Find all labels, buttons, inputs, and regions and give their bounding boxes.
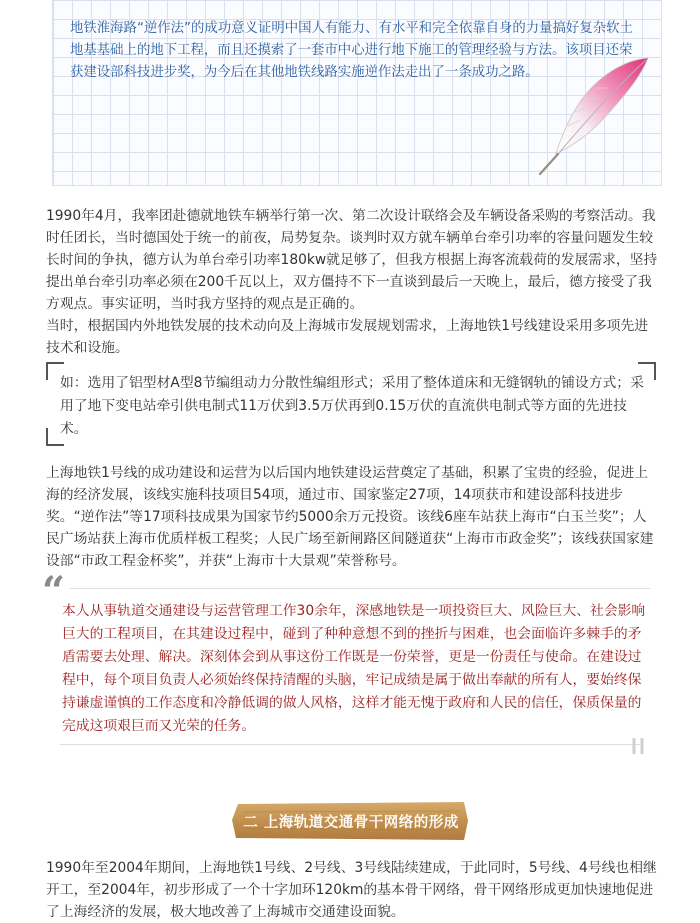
paragraph-network-formation: 1990年至2004年期间，上海地铁1号线、2号线、3号线陆续建成，于此同时，5号线、4号线也相继开工，至2004年，初步形成了一个十字加环120km的基本骨干网络，骨干网络形成更加快速地促进了上海经济的发展，极大地改善了上海城市交通建设面貌。	[46, 860, 657, 920]
divider-bottom	[60, 744, 640, 745]
red-quote-text: 本人从事轨道交通建设与运营管理工作30余年，深感地铁是一项投资巨大、风险巨大、社会影响巨大的工程项目，在其建设过程中，碰到了种种意想不到的挫折与困难，也会面临许多棘手的矛盾需要去处理、解决。深刻体会到从事这份工作既是一份荣誉，更是一份责任与使命。在建设过程中，每个项目负责人必须始终保持清醒的头脑，牢记成绩是属于做出奉献的所有人，要始终保持谦虚谨慎的工作态度和冷静低调的做人风格，这样才能无愧于政府和人民的信任，保质保量的完成这项艰巨而又光荣的任务。	[62, 603, 646, 734]
paragraph-technology: 当时，根据国内外地铁发展的技术动向及上海城市发展规划需求，上海地铁1号线建设采用多项先进技术和设施。	[46, 318, 649, 356]
bracket-bottom-right-icon	[630, 736, 656, 758]
paragraph-germany-trip: 1990年4月，我率团赴德就地铁车辆举行第一次、第二次设计联络会及车辆设备采购的考察活动。我时任团长，当时德国处于统一的前夜，局势复杂。谈判时双方就车辆单台牵引功率的容量问题发生较长时间的争执，德方认为单台牵引功率180kw就足够了，但我方根据上海客流载荷的发展需求，坚持提出单台牵引功率必须在200千瓦以上，双方僵持不下一直谈到最后一天晚上，最后，德方接受了我方观点。事实证明，当时我方坚持的观点是正确的。	[46, 208, 658, 312]
section-heading	[232, 800, 470, 842]
paragraph-line1-achievements: 上海地铁1号线的成功建设和运营为以后国内地铁建设运营奠定了基础，积累了宝贵的经验，促进上海的经济发展，该线实施科技项目54项，通过市、国家鉴定27项，14项获市和建设部科技进步奖。“逆作法”等17项科技成果为国家节约5000余万元投资。该线6座车站获上海市“白玉兰奖”；人民广场站获上海市优质样板工程奖；人民广场至新闸路区间隧道获“上海市市政金奖”；该线获国家建设部“市政工程金杯奖”，并获“上海市十大景观”荣誉称号。	[46, 465, 654, 569]
note-box-text: 地铁淮海路“逆作法”的成功意义证明中国人有能力、有水平和完全依靠自身的力量搞好复杂软土地基基础上的地下工程，而且还摸索了一套市中心进行地下施工的管理经验与方法。该项目还荣获建设部科技进步奖，为今后在其他地铁线路实施逆作法走出了一条成功之路。	[70, 21, 633, 80]
quote-mark-icon: “	[42, 568, 60, 615]
bracket-quote-text: 如：选用了铝型材A型8节编组动力分散性编组形式；采用了整体道床和无缝钢轨的铺设方式；采用了地下变电站牵引供电制式11万伏到3.5万伏再到0.15万伏的直流供电制式等方面的先进技术。	[60, 375, 644, 437]
divider-top	[70, 588, 650, 589]
section-heading-text: 二 上海轨道交通骨干网络的形成	[243, 814, 459, 831]
quill-feather-icon	[528, 50, 656, 180]
